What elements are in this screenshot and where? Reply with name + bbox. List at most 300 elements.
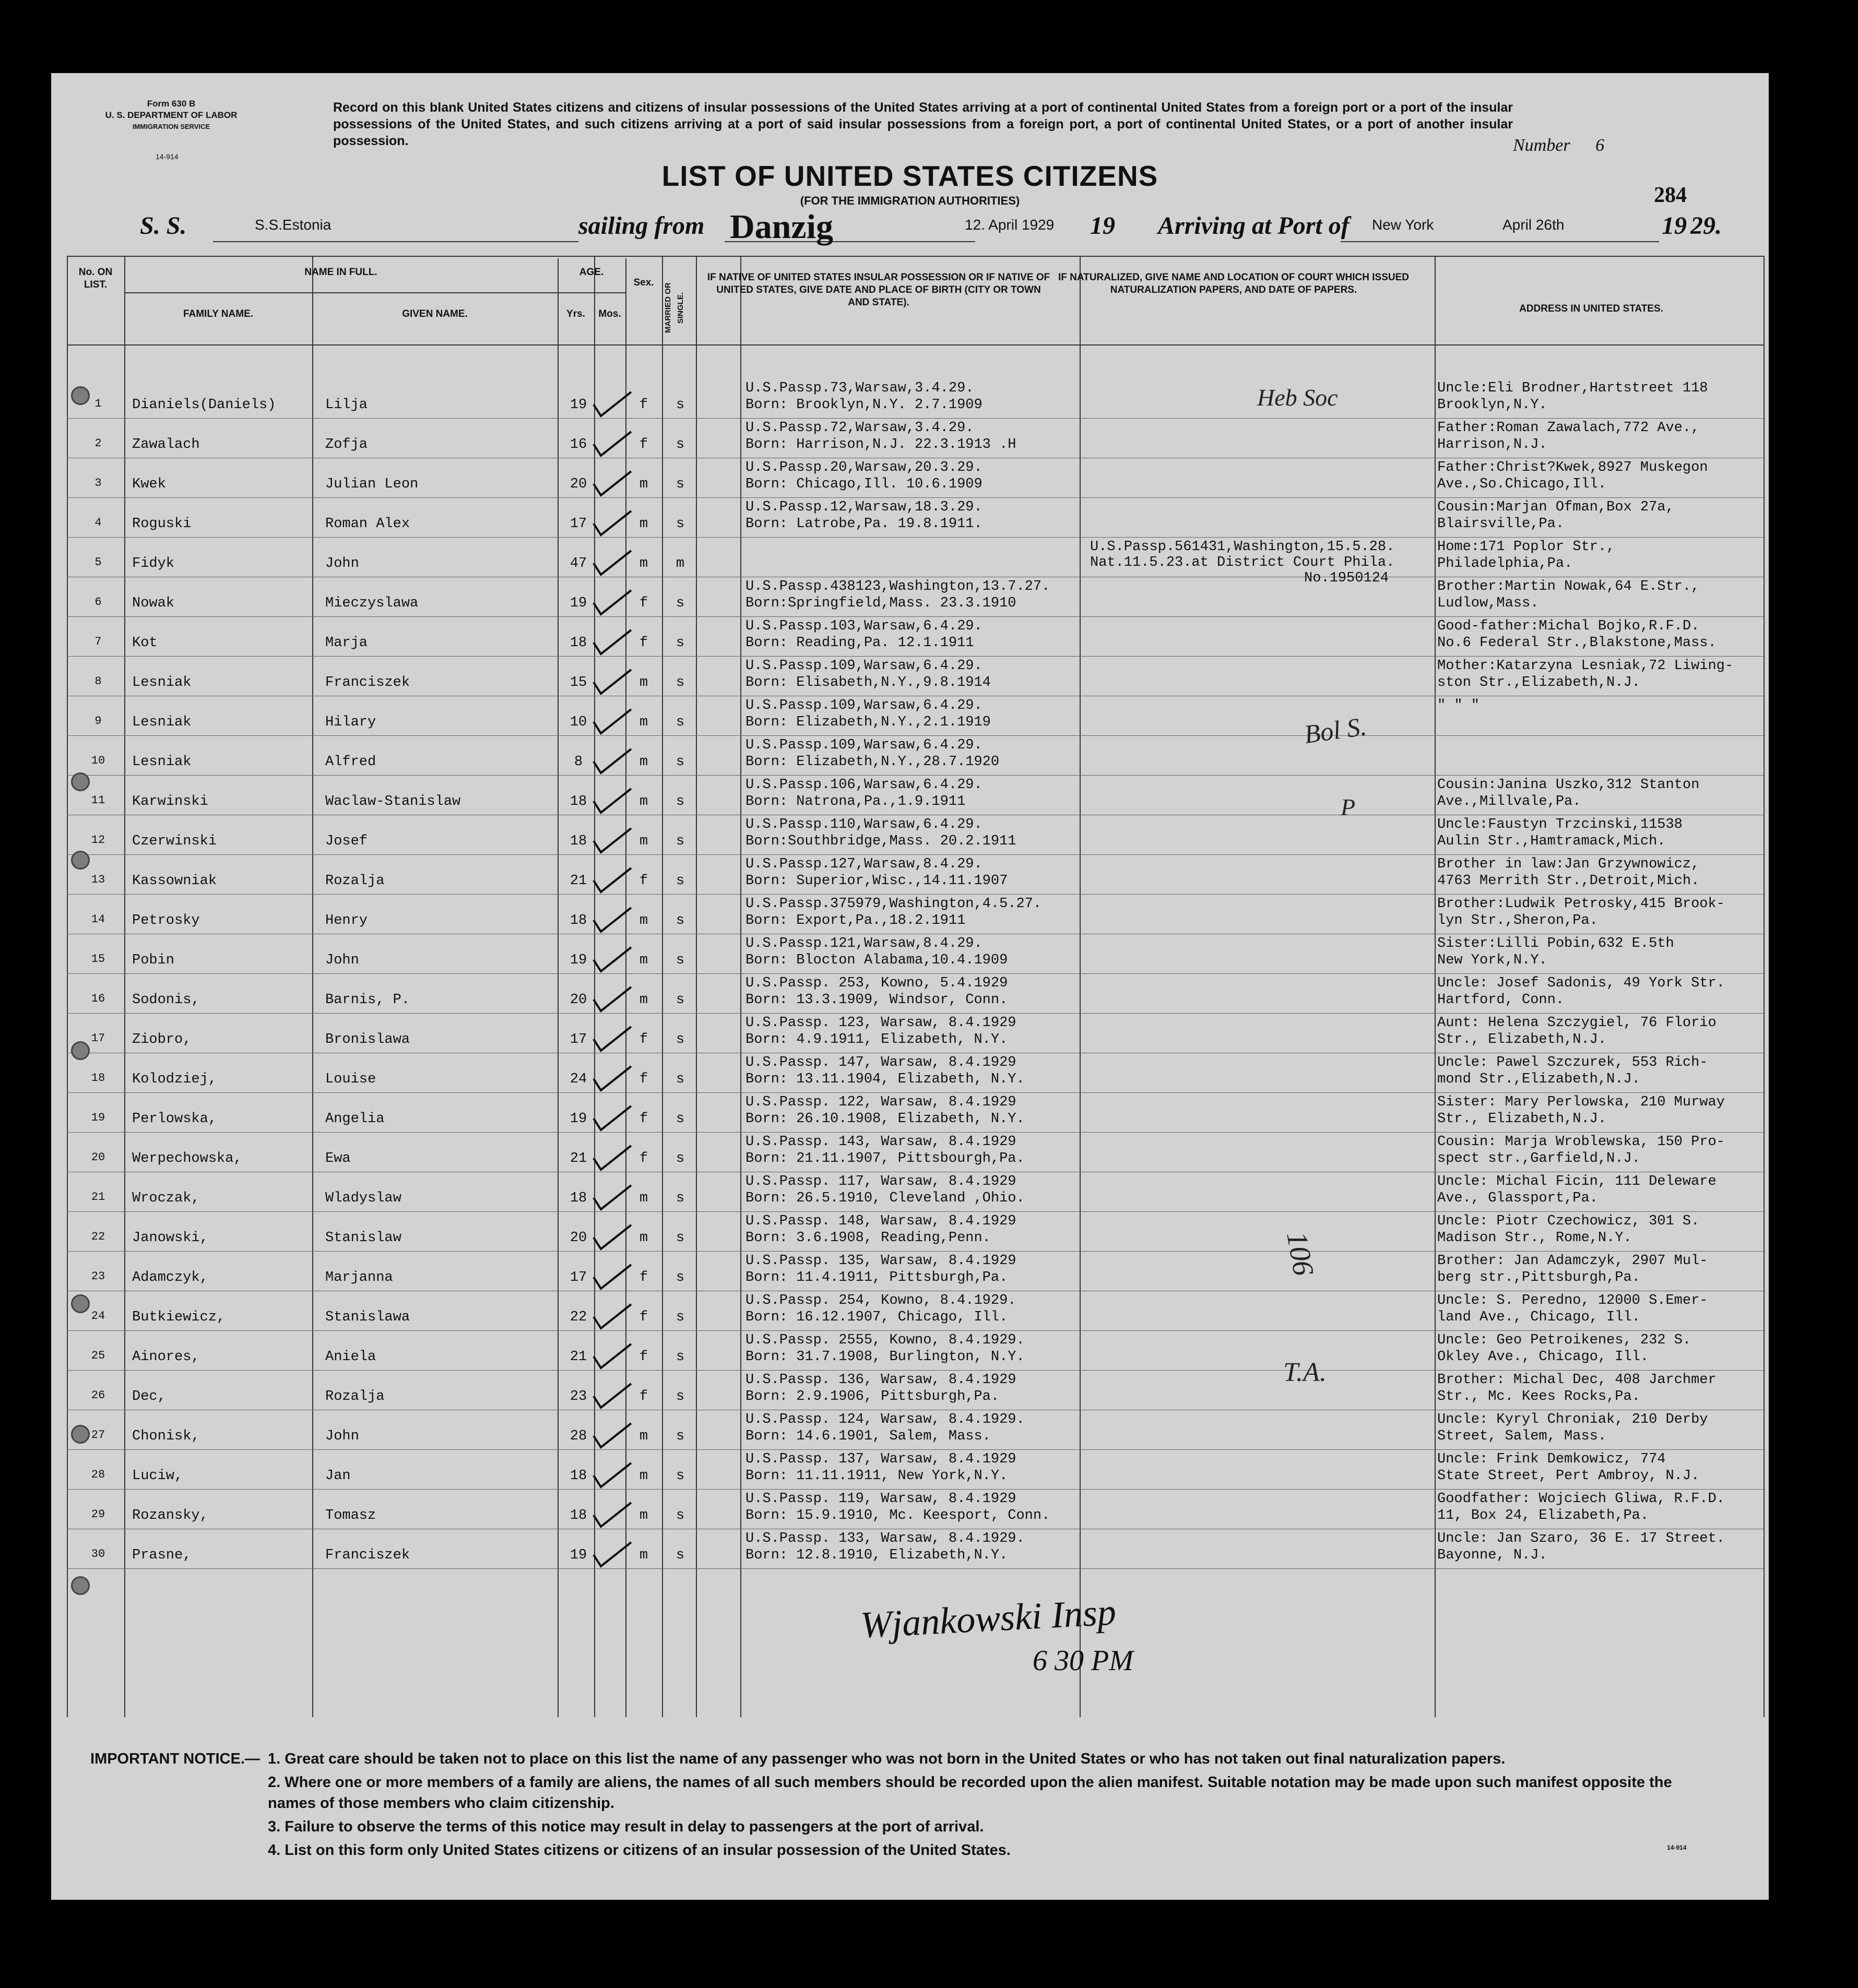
arrival-underline <box>1341 241 1659 242</box>
native-line-1: U.S.Passp. 148, Warsaw, 8.4.1929 <box>745 1213 1016 1229</box>
col-mos: Mos. <box>598 308 621 319</box>
marital-status: s <box>676 873 685 889</box>
check-mark <box>591 1301 633 1332</box>
form-code: 14-914 <box>156 152 179 161</box>
naturalization-line: Nat.11.5.23.at District Court Phila. <box>1090 555 1395 570</box>
list-number <box>1513 136 1604 156</box>
marital-status: s <box>676 477 685 492</box>
native-line-2: Born: 14.6.1901, Salem, Mass. <box>745 1428 991 1444</box>
punch-hole <box>71 386 90 405</box>
native-line-2: Born: Latrobe,Pa. 19.8.1911. <box>745 516 983 532</box>
family-name: Butkiewicz, <box>132 1310 226 1325</box>
address-line-1: Sister: Mary Perlowska, 210 Murway <box>1437 1094 1725 1110</box>
address-line-1: Sister:Lilli Pobin,632 E.5th <box>1437 936 1674 951</box>
native-line-2: Born: 4.9.1911, Elizabeth, N.Y. <box>745 1032 1008 1047</box>
address-line-2: lyn Str.,Sheron,Pa. <box>1437 913 1598 928</box>
punch-hole <box>71 851 90 870</box>
page-title: LIST OF UNITED STATES CITIZENS <box>661 160 1158 192</box>
address-line-2: Philadelphia,Pa. <box>1437 556 1573 572</box>
record-instructions: Record on this blank United States citizens and citizens of insular possessions of the United States arriving at a port of continental United States from a foreign port or a port of the insular possessions of the United States, and such citizens arriving at a port of said insular possessions from a foreign port, a port of continental United States, or a port of another insular possession. <box>333 100 1513 148</box>
punch-hole <box>71 1425 90 1444</box>
passenger-table <box>67 256 1764 1717</box>
address-line-2: land Ave., Chicago, Ill. <box>1437 1310 1640 1325</box>
family-name: Ainores, <box>132 1349 200 1365</box>
given-name: John <box>325 556 359 572</box>
arrival-year-prefix: 19 <box>1662 212 1687 240</box>
family-name: Kwek <box>132 477 166 492</box>
native-line-2: Born: 3.6.1908, Reading,Penn. <box>745 1230 991 1246</box>
native-line-2: Born: Natrona,Pa.,1.9.1911 <box>745 794 966 810</box>
address-line-1: Brother:Ludwik Petrosky,415 Brook- <box>1437 896 1725 912</box>
age-years: 8 <box>574 754 583 770</box>
age-years: 19 <box>570 596 587 611</box>
col-yrs: Yrs. <box>566 308 585 319</box>
row-number: 21 <box>91 1191 105 1204</box>
address-line-2: Str., Elizabeth,N.J. <box>1437 1032 1607 1047</box>
address-line-1: Uncle: Piotr Czechowicz, 301 S. <box>1437 1213 1700 1229</box>
address-line-2: spect str.,Garfield,N.J. <box>1437 1151 1640 1166</box>
year-prefix: 19 <box>1090 212 1115 240</box>
check-mark <box>591 1261 633 1293</box>
sex: f <box>639 596 648 611</box>
address-line-2: Str., Mc. Kees Rocks,Pa. <box>1437 1389 1640 1404</box>
address-line-1: Father:Christ?Kwek,8927 Muskegon <box>1437 460 1708 475</box>
native-line-2: Born: 31.7.1908, Burlington, N.Y. <box>745 1349 1025 1365</box>
handwritten-ta: T.A. <box>1283 1358 1327 1387</box>
notice-item-1: 1. Great care should be taken not to place on this list the name of any passenger who was not born in the United States or who has not taken out final naturalization papers. <box>268 1751 1506 1767</box>
sex: m <box>639 477 648 492</box>
notice-item-4: 4. List on this form only United States citizens or citizens of an insular possession of the United States. <box>268 1842 1011 1859</box>
native-line-1: U.S.Passp. 254, Kowno, 8.4.1929. <box>745 1293 1016 1308</box>
given-name: Marjanna <box>325 1270 393 1285</box>
department: U. S. DEPARTMENT OF LABOR <box>105 110 238 120</box>
marital-status: s <box>676 437 685 453</box>
sex: m <box>639 1468 648 1484</box>
notice-item-2: 2. Where one or more members of a family are aliens, the names of all such members should be recorded upon the alien manifest. Suitable notation may be made upon such manifest opposite the names of those members who claim citizenship. <box>268 1774 1672 1812</box>
marital-status: m <box>676 556 685 572</box>
address-line-1: Cousin:Janina Uszko,312 Stanton <box>1437 777 1700 793</box>
given-name: John <box>325 1428 359 1444</box>
given-name: Waclaw-Stanislaw <box>325 794 461 810</box>
col-no: No. ON LIST. <box>78 267 113 290</box>
notice-code: 14-914 <box>1667 1844 1687 1851</box>
col-sex: Sex. <box>633 277 654 288</box>
col-address: ADDRESS IN UNITED STATES. <box>1519 303 1663 314</box>
col-native: IF NATIVE OF UNITED STATES INSULAR POSSESSION OR IF NATIVE OF UNITED STATES, GIVE DATE AND PLACE OF BIRTH (CITY OR TOWN AND STATE). <box>707 272 1050 308</box>
naturalization-line: U.S.Passp.561431,Washington,15.5.28. <box>1090 539 1395 555</box>
family-name: Czerwinski <box>132 834 217 849</box>
voyage-line <box>51 208 1769 248</box>
native-line-2: Born: Elizabeth,N.Y.,28.7.1920 <box>745 754 1000 770</box>
given-name: Hilary <box>325 715 376 730</box>
address-line-1: Cousin: Marja Wroblewska, 150 Pro- <box>1437 1134 1725 1150</box>
family-name: Lesniak <box>132 675 192 691</box>
family-name: Lesniak <box>132 754 192 770</box>
family-name: Perlowska, <box>132 1111 217 1127</box>
native-line-2: Born: Reading,Pa. 12.1.1911 <box>745 635 974 651</box>
col-name-in-full: NAME IN FULL. <box>304 267 377 278</box>
address-line-1: Mother:Katarzyna Lesniak,72 Liwing- <box>1437 658 1734 674</box>
address-line-2: Ludlow,Mass. <box>1437 596 1539 611</box>
address-line-2: New York,N.Y. <box>1437 953 1547 968</box>
marital-status: s <box>676 1547 685 1563</box>
row-number: 7 <box>94 635 102 648</box>
row-number: 28 <box>91 1468 105 1481</box>
age-years: 28 <box>570 1428 587 1444</box>
address-line-2: Harrison,N.J. <box>1437 437 1547 453</box>
address-line-1: Uncle: S. Peredno, 12000 S.Emer- <box>1437 1293 1708 1308</box>
check-mark <box>591 944 633 975</box>
native-line-1: U.S.Passp.109,Warsaw,6.4.29. <box>745 737 983 753</box>
age-years: 10 <box>570 715 587 730</box>
sailing-label: sailing from <box>578 212 705 240</box>
check-mark <box>591 547 633 579</box>
native-line-1: U.S.Passp.106,Warsaw,6.4.29. <box>745 777 983 793</box>
given-name: Rozalja <box>325 1389 385 1404</box>
ship-name: S.S.Estonia <box>255 217 332 233</box>
native-line-2: Born: Elisabeth,N.Y.,9.8.1914 <box>745 675 991 691</box>
native-line-1: U.S.Passp.375979,Washington,4.5.27. <box>745 896 1042 912</box>
row-number: 26 <box>91 1389 105 1402</box>
name-header-rule <box>124 292 558 293</box>
marital-status: s <box>676 953 685 968</box>
native-line-2: Born: 11.4.1911, Pittsburgh,Pa. <box>745 1270 1008 1285</box>
address-line-2: Ave., Glassport,Pa. <box>1437 1191 1598 1206</box>
native-line-2: Born:Southbridge,Mass. 20.2.1911 <box>745 834 1016 849</box>
sex: f <box>639 1310 648 1325</box>
marital-status: s <box>676 675 685 691</box>
check-mark <box>591 825 633 856</box>
address-line-2: Bayonne, N.J. <box>1437 1547 1547 1563</box>
address-line-1: Uncle: Michal Ficin, 111 Deleware <box>1437 1174 1717 1189</box>
address-line-1: Father:Roman Zawalach,772 Ave., <box>1437 420 1700 436</box>
col-given-name: GIVEN NAME. <box>402 308 468 319</box>
col-naturalized: IF NATURALIZED, GIVE NAME AND LOCATION OF COURT WHICH ISSUED NATURALIZATION PAPERS, AND DATE OF PAPERS. <box>1058 272 1409 295</box>
check-mark <box>591 389 633 420</box>
given-name: Louise <box>325 1072 376 1087</box>
check-mark <box>591 508 633 539</box>
native-line-1: U.S.Passp.121,Warsaw,8.4.29. <box>745 936 983 951</box>
arriving-label: Arriving at Port of <box>1158 212 1350 240</box>
address-line-1: Brother: Jan Adamczyk, 2907 Mul- <box>1437 1253 1708 1269</box>
sex: m <box>639 675 648 691</box>
age-years: 20 <box>570 477 587 492</box>
number-label: Number <box>1513 136 1570 155</box>
ship-underline <box>213 241 578 242</box>
marital-status: s <box>676 794 685 810</box>
given-name: Henry <box>325 913 368 928</box>
marital-status: s <box>676 754 685 770</box>
native-line-1: U.S.Passp. 253, Kowno, 5.4.1929 <box>745 975 1008 991</box>
sex: m <box>639 516 648 532</box>
marital-status: s <box>676 1111 685 1127</box>
sex: m <box>639 1191 648 1206</box>
age-years: 24 <box>570 1072 587 1087</box>
sex: m <box>639 1547 648 1563</box>
sex: m <box>639 1508 648 1523</box>
given-name: Rozalja <box>325 873 385 889</box>
family-name: Wroczak, <box>132 1191 200 1206</box>
given-name: Jan <box>325 1468 351 1484</box>
native-line-1: U.S.Passp. 117, Warsaw, 8.4.1929 <box>745 1174 1016 1189</box>
marital-status: s <box>676 1389 685 1404</box>
given-name: Josef <box>325 834 368 849</box>
address-line-2: berg str.,Pittsburgh,Pa. <box>1437 1270 1640 1285</box>
native-line-1: U.S.Passp.110,Warsaw,6.4.29. <box>745 817 983 832</box>
native-line-2: Born: 26.10.1908, Elizabeth, N.Y. <box>745 1111 1025 1127</box>
row-number: 2 <box>94 437 102 450</box>
native-line-2: Born: 2.9.1906, Pittsburgh,Pa. <box>745 1389 1000 1404</box>
given-name: Franciszek <box>325 675 410 691</box>
given-name: Angelia <box>325 1111 385 1127</box>
address-line-1: Good-father:Michal Bojko,R.F.D. <box>1437 618 1700 634</box>
check-mark <box>591 1182 633 1213</box>
row-number: 17 <box>91 1032 105 1045</box>
col-family-name: FAMILY NAME. <box>183 308 254 319</box>
marital-status: s <box>676 715 685 730</box>
native-line-2: Born: Export,Pa.,18.2.1911 <box>745 913 966 928</box>
age-years: 18 <box>570 1508 587 1523</box>
row-number: 30 <box>91 1547 105 1561</box>
native-line-1: U.S.Passp. 122, Warsaw, 8.4.1929 <box>745 1094 1016 1110</box>
age-years: 21 <box>570 873 587 889</box>
family-name: Kot <box>132 635 158 651</box>
given-name: Stanislaw <box>325 1230 401 1246</box>
address-line-1: Uncle: Pawel Szczurek, 553 Rich- <box>1437 1055 1708 1070</box>
row-number: 11 <box>91 794 105 807</box>
handwritten-p: P <box>1341 794 1356 820</box>
given-name: Julian Leon <box>325 477 419 492</box>
family-name: Dec, <box>132 1389 166 1404</box>
marital-status: s <box>676 1468 685 1484</box>
col-married: MARRIED OR SINGLE. <box>664 282 685 334</box>
sex: f <box>639 1151 648 1166</box>
check-mark <box>591 865 633 896</box>
marital-status: s <box>676 1151 685 1166</box>
handwritten-bol-s: Bol S. <box>1302 711 1368 749</box>
given-name: Franciszek <box>325 1547 410 1563</box>
address-line-1: " " " <box>1437 698 1480 713</box>
native-line-1: U.S.Passp. 119, Warsaw, 8.4.1929 <box>745 1491 1016 1507</box>
marital-status: s <box>676 1032 685 1047</box>
address-line-1: Uncle: Josef Sadonis, 49 York Str. <box>1437 975 1725 991</box>
arrival-port: New York <box>1372 217 1434 233</box>
marital-status: s <box>676 1072 685 1087</box>
row-number: 27 <box>91 1428 105 1442</box>
handwritten-106: 106 <box>1280 1229 1320 1278</box>
punch-hole <box>71 1294 90 1313</box>
age-years: 18 <box>570 834 587 849</box>
native-line-1: U.S.Passp.20,Warsaw,20.3.29. <box>745 460 983 475</box>
native-line-2: Born:Springfield,Mass. 23.3.1910 <box>745 596 1016 611</box>
page-subtitle: (FOR THE IMMIGRATION AUTHORITIES) <box>800 194 1020 207</box>
given-name: John <box>325 953 359 968</box>
family-name: Chonisk, <box>132 1428 200 1444</box>
marital-status: s <box>676 1349 685 1365</box>
service: IMMIGRATION SERVICE <box>132 123 210 130</box>
address-line-1: Brother in law:Jan Grzywnowicz, <box>1437 856 1700 872</box>
row-number: 16 <box>91 992 105 1005</box>
check-mark <box>591 1499 633 1531</box>
family-name: Kolodziej, <box>132 1072 217 1087</box>
row-number: 13 <box>91 873 105 886</box>
age-years: 18 <box>570 913 587 928</box>
manifest-sheet <box>51 73 1769 1900</box>
age-years: 18 <box>570 1468 587 1484</box>
native-line-2: Born: 21.11.1907, Pittsbourgh,Pa. <box>745 1151 1025 1166</box>
address-line-1: Uncle: Frink Demkowicz, 774 <box>1437 1451 1666 1467</box>
family-name: Fidyk <box>132 556 175 572</box>
row-number: 12 <box>91 834 105 847</box>
address-line-1: Brother: Michal Dec, 408 Jarchmer <box>1437 1372 1717 1388</box>
family-name: Petrosky <box>132 913 200 928</box>
given-name: Alfred <box>325 754 376 770</box>
row-number: 24 <box>91 1310 105 1323</box>
native-line-2: Born: 12.8.1910, Elizabeth,N.Y. <box>745 1547 1008 1563</box>
age-years: 15 <box>570 675 587 691</box>
row-number: 15 <box>91 953 105 966</box>
given-name: Bronislawa <box>325 1032 410 1047</box>
native-line-1: U.S.Passp. 143, Warsaw, 8.4.1929 <box>745 1134 1016 1150</box>
check-mark <box>591 1222 633 1253</box>
sex: f <box>639 437 648 453</box>
native-line-1: U.S.Passp.109,Warsaw,6.4.29. <box>745 698 983 713</box>
inspector-signature: Wjankowski Insp <box>859 1591 1117 1646</box>
punch-hole <box>71 1041 90 1060</box>
check-mark <box>591 1420 633 1451</box>
native-line-1: U.S.Passp.72,Warsaw,3.4.29. <box>745 420 974 436</box>
row-number: 14 <box>91 913 105 926</box>
native-line-1: U.S.Passp.103,Warsaw,6.4.29. <box>745 618 983 634</box>
native-line-2: Born: 15.9.1910, Mc. Keesport, Conn. <box>745 1508 1050 1523</box>
marital-status: s <box>676 1508 685 1523</box>
address-line-2: Aulin Str.,Hamtramack,Mich. <box>1437 834 1666 849</box>
age-years: 17 <box>570 1032 587 1047</box>
address-line-2: State Street, Pert Ambroy, N.J. <box>1437 1468 1700 1484</box>
sailing-port: Danzig <box>730 208 833 246</box>
native-line-1: U.S.Passp. 123, Warsaw, 8.4.1929 <box>745 1015 1016 1031</box>
check-mark <box>591 627 633 658</box>
native-line-2: Born: Harrison,N.J. 22.3.1913 .H <box>745 437 1016 453</box>
age-years: 17 <box>570 1270 587 1285</box>
age-years: 17 <box>570 516 587 532</box>
sex: m <box>639 834 648 849</box>
age-years: 18 <box>570 635 587 651</box>
native-line-2: Born: 13.3.1909, Windsor, Conn. <box>745 992 1008 1008</box>
arrival-date: April 26th <box>1502 217 1565 233</box>
marital-status: s <box>676 1310 685 1325</box>
check-mark <box>591 1460 633 1491</box>
row-number: 10 <box>91 754 105 767</box>
check-mark <box>591 428 633 460</box>
marital-status: s <box>676 516 685 532</box>
age-years: 19 <box>570 1111 587 1127</box>
address-line-2: Blairsville,Pa. <box>1437 516 1565 532</box>
native-line-1: U.S.Passp.127,Warsaw,8.4.29. <box>745 856 983 872</box>
address-line-1: Home:171 Poplor Str., <box>1437 539 1615 555</box>
row-rule <box>67 1568 1764 1569</box>
native-line-1: U.S.Passp.73,Warsaw,3.4.29. <box>745 380 974 396</box>
marital-status: s <box>676 992 685 1008</box>
check-mark <box>591 1103 633 1134</box>
handwritten-heb-soc: Heb Soc <box>1257 384 1338 411</box>
age-years: 23 <box>570 1389 587 1404</box>
row-number: 1 <box>94 397 102 410</box>
sailing-date: 12. April 1929 <box>965 217 1055 233</box>
check-mark <box>591 587 633 618</box>
family-name: Sodonis, <box>132 992 200 1008</box>
sex: f <box>639 1072 648 1087</box>
native-line-1: U.S.Passp. 2555, Kowno, 8.4.1929. <box>745 1332 1025 1348</box>
native-line-2: Born: Brooklyn,N.Y. 2.7.1909 <box>745 397 983 413</box>
sex: f <box>639 397 648 413</box>
family-name: Zawalach <box>132 437 200 453</box>
row-number: 9 <box>94 715 102 728</box>
native-line-1: U.S.Passp.438123,Washington,13.7.27. <box>745 579 1050 594</box>
given-name: Aniela <box>325 1349 376 1365</box>
given-name: Mieczyslawa <box>325 596 419 611</box>
native-line-2: Born: Elizabeth,N.Y.,2.1.1919 <box>745 715 991 730</box>
marital-status: s <box>676 596 685 611</box>
native-line-2: Born: 13.11.1904, Elizabeth, N.Y. <box>745 1072 1025 1087</box>
check-mark <box>591 1380 633 1412</box>
form-identifier <box>93 98 250 133</box>
address-line-2: Ave.,So.Chicago,Ill. <box>1437 477 1607 492</box>
address-line-2: Street, Salem, Mass. <box>1437 1428 1607 1444</box>
address-line-2: No.6 Federal Str.,Blakstone,Mass. <box>1437 635 1717 651</box>
native-line-2: Born: Superior,Wisc.,14.11.1907 <box>745 873 1008 889</box>
address-line-2: Ave.,Millvale,Pa. <box>1437 794 1581 810</box>
sex: f <box>639 1111 648 1127</box>
age-years: 47 <box>570 556 587 572</box>
check-mark <box>591 746 633 777</box>
number-value: 6 <box>1595 136 1605 155</box>
address-line-1: Uncle: Jan Szaro, 36 E. 17 Street. <box>1437 1531 1725 1546</box>
ss-label: S. S. <box>140 212 187 240</box>
marital-status: s <box>676 913 685 928</box>
age-years: 19 <box>570 397 587 413</box>
native-line-2: Born: 11.11.1911, New York,N.Y. <box>745 1468 1008 1484</box>
age-header-rule <box>558 292 625 293</box>
marital-status: s <box>676 397 685 413</box>
sex: m <box>639 992 648 1008</box>
row-number: 5 <box>94 556 102 569</box>
check-mark <box>591 1341 633 1372</box>
address-line-2: Brooklyn,N.Y. <box>1437 397 1547 413</box>
sex: m <box>639 754 648 770</box>
given-name: Stanislawa <box>325 1310 410 1325</box>
family-name: Nowak <box>132 596 175 611</box>
column-rule <box>1764 256 1765 1717</box>
table-top-rule <box>67 256 1764 257</box>
family-name: Dianiels(Daniels) <box>132 397 276 413</box>
family-name: Karwinski <box>132 794 208 810</box>
native-line-1: U.S.Passp. 137, Warsaw, 8.4.1929 <box>745 1451 1016 1467</box>
sex: f <box>639 635 648 651</box>
form-number: Form 630 B <box>147 99 196 109</box>
native-line-1: U.S.Passp. 133, Warsaw, 8.4.1929. <box>745 1531 1025 1546</box>
row-number: 6 <box>94 596 102 609</box>
address-line-2: ston Str.,Elizabeth,N.J. <box>1437 675 1640 691</box>
row-number: 8 <box>94 675 102 688</box>
check-mark <box>591 1539 633 1570</box>
age-years: 21 <box>570 1151 587 1166</box>
address-line-1: Uncle:Eli Brodner,Hartstreet 118 <box>1437 380 1708 396</box>
given-name: Barnis, P. <box>325 992 410 1008</box>
age-years: 22 <box>570 1310 587 1325</box>
sex: m <box>639 794 648 810</box>
row-number: 3 <box>94 477 102 490</box>
